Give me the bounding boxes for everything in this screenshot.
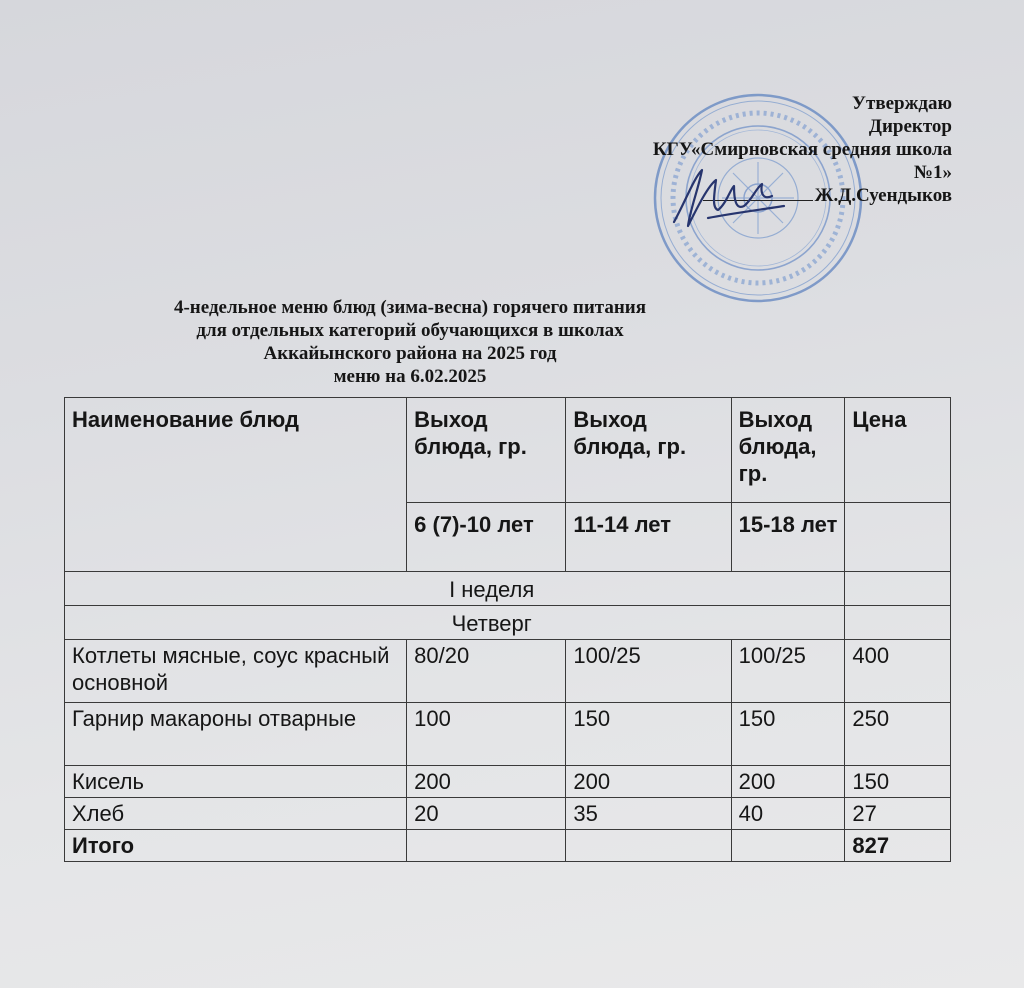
output-age-3: 100/25 (731, 640, 845, 703)
output-age-1: 200 (407, 766, 566, 798)
dish-price: 250 (845, 703, 951, 766)
header-dish-name: Наименование блюд (65, 398, 407, 572)
week-row (65, 572, 951, 606)
heading-line-2: для отдельных категорий обучающихся в школах (196, 320, 624, 341)
day-row (65, 606, 951, 640)
output-age-3: 40 (731, 798, 845, 830)
day-price-empty (845, 606, 951, 640)
heading-line-1: 4-недельное меню блюд (зима-весна) горячего питания (173, 297, 647, 318)
header-output-2: Выход блюда, гр. (566, 398, 731, 503)
approval-title: Утверждаю (852, 93, 952, 114)
dish-name: Котлеты мясные, соус красный основной (65, 640, 407, 703)
heading-menu-date: меню на 6.02.2025 (333, 366, 487, 387)
total-price: 827 (845, 830, 951, 862)
week-price-empty (845, 572, 951, 606)
age-group-2: 11-14 лет (566, 503, 731, 572)
document-heading (150, 296, 670, 388)
approval-director-name: Ж.Д.Суендыков (814, 185, 952, 206)
dish-price: 27 (845, 798, 951, 830)
total-row (65, 830, 951, 862)
table-row (65, 798, 951, 830)
approval-organization: КГУ«Смирновская средняя школа (652, 139, 952, 160)
output-age-1: 100 (407, 703, 566, 766)
total-empty-3 (731, 830, 845, 862)
table-row (65, 766, 951, 798)
table-row (65, 640, 951, 703)
age-group-3: 15-18 лет (731, 503, 845, 572)
age-group-price-empty (845, 503, 951, 572)
age-group-1: 6 (7)-10 лет (407, 503, 566, 572)
output-age-1: 80/20 (407, 640, 566, 703)
signature-mark (668, 160, 788, 240)
dish-price: 400 (845, 640, 951, 703)
menu-table (64, 397, 951, 862)
output-age-3: 200 (731, 766, 845, 798)
output-age-2: 35 (566, 798, 731, 830)
week-label: I неделя (65, 572, 845, 606)
output-age-1: 20 (407, 798, 566, 830)
header-output-1: Выход блюда, гр. (407, 398, 566, 503)
header-price: Цена (845, 398, 951, 503)
dish-name: Гарнир макароны отварные (65, 703, 407, 766)
output-age-2: 200 (566, 766, 731, 798)
approval-position: Директор (868, 116, 952, 137)
total-empty-1 (407, 830, 566, 862)
output-age-2: 150 (566, 703, 731, 766)
output-age-2: 100/25 (566, 640, 731, 703)
header-output-3: Выход блюда, гр. (731, 398, 845, 503)
heading-line-3: Аккайынского района на 2025 год (263, 343, 557, 364)
dish-price: 150 (845, 766, 951, 798)
output-age-3: 150 (731, 703, 845, 766)
day-label: Четверг (65, 606, 845, 640)
dish-name: Кисель (65, 766, 407, 798)
approval-organization-number: №1» (913, 162, 952, 183)
dish-name: Хлеб (65, 798, 407, 830)
total-label: Итого (65, 830, 407, 862)
total-empty-2 (566, 830, 731, 862)
header-row (65, 398, 951, 503)
table-row (65, 703, 951, 766)
